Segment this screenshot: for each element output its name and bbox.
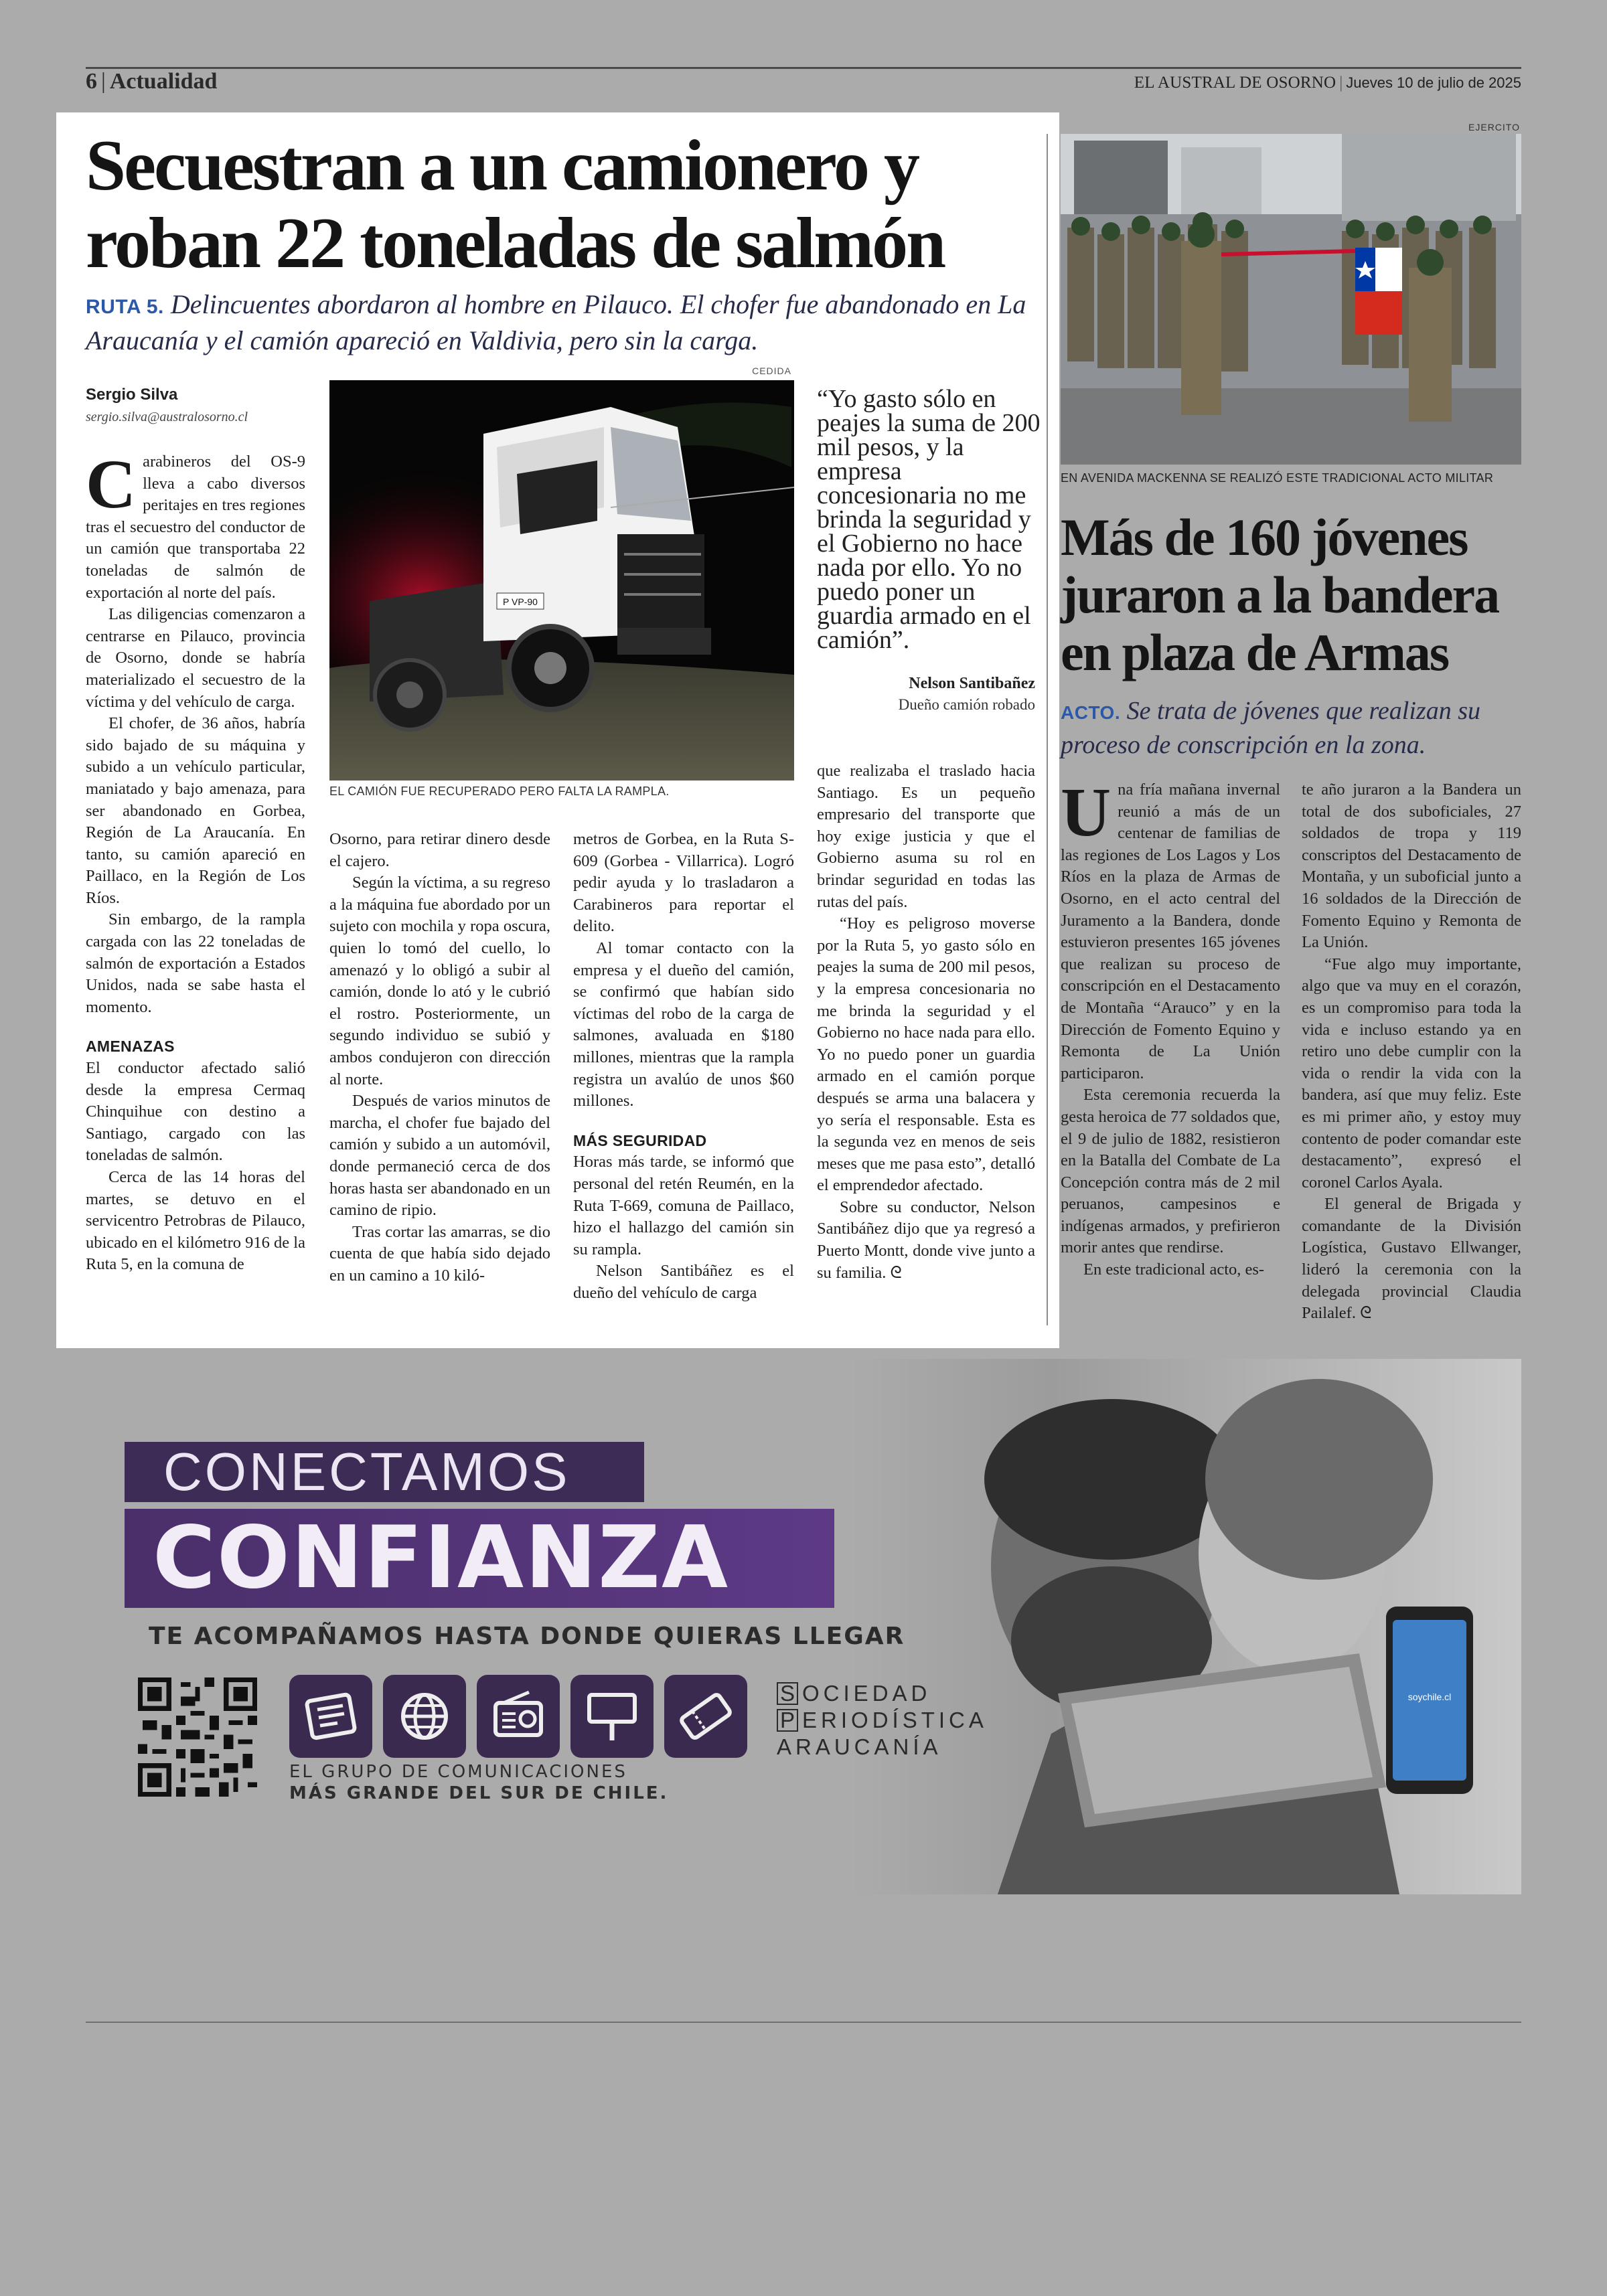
company-word: ERIODÍSTICA bbox=[802, 1708, 988, 1732]
paragraph: Según la víctima, a su regreso a la máquina fue abordado por un sujeto con mochila y ropa oscura, quien lo tomó del cuello, lo amenazó y lo obligó a subir al camión, donde lo ató y le cubrió el rostro. Posteriormente, un segundo individuo se subió y ambos condujeron con dirección al norte. bbox=[329, 874, 550, 1088]
paragraph: El chofer, de 36 años, habría sido bajado de su máquina y subido a un vehículo particular, maniatado y bajo amenaza, para ser abandonado en Gorbea, Región de La Araucanía. En tanto, su camión apareció en Paillaco, en la Región de Los Ríos. bbox=[86, 714, 305, 907]
author-email[interactable]: sergio.silva@australosorno.cl bbox=[86, 410, 248, 424]
qr-code-icon[interactable] bbox=[138, 1677, 257, 1797]
paragraph: Esta ceremonia recuerda la gesta heroica de 77 soldados que, el 9 de julio de 1882, resistieron en la Batalla del Combate de La Concepción contra más de 2 mil peruanos, campesinos e indígenas armados, y prefirieron morir antes que rendirse. bbox=[1061, 1086, 1280, 1257]
paragraph: Las diligencias comenzaron a centrarse en Pilauco, provincia de Osorno, donde se habría materializado el secuestro de la víctima y del vehículo de carga. bbox=[86, 605, 305, 711]
paragraph: “Fue algo muy importante, algo que va muy en el corazón, es un compromiso para toda la vida e incluso estando ya en retiro uno debe cumplir con la vida o rendir la vida con la bandera, así que muy feliz. Este es mi primer año, y estoy muy contento de poder comandar este destacamento”, expresó el coronel Carlos Ayala. bbox=[1302, 955, 1521, 1192]
main-deck-text: Delincuentes abordaron al hombre en Pilauco. El chofer fue abandonado en La Araucanía y el camión apareció en Valdivia, pero sin la carga. bbox=[86, 289, 1026, 355]
paragraph: “Hoy es peligroso moverse por la Ruta 5, yo gasto sólo en peajes la suma de 200 mil pesos, y la empresa concesionaria no me brinda la seguridad y el Gobierno no hace nada para ello. Yo no puedo poner un guardia armado en el camión porque después se arma una balacera y yo sería el responsable. Esta es la segunda vez en menos de seis meses que me pasa esto”, detalló el emprendedor afectado. bbox=[817, 914, 1035, 1195]
end-mark-icon: ᘓ bbox=[890, 1263, 902, 1282]
paragraph: Después de varios minutos de marcha, el chofer fue bajado del camión y subido a un automóvil, donde permaneció cerca de dos horas hasta ser abandonado en un camino de ripio. bbox=[329, 1092, 550, 1220]
page-number: 6 bbox=[86, 69, 97, 94]
side-photo-credit: EJERCITO bbox=[1468, 122, 1520, 133]
company-word: OCIEDAD bbox=[802, 1681, 931, 1706]
truck-photo bbox=[329, 380, 794, 781]
paragraph: Sobre su conductor, Nelson Santibáñez dijo que ya regresó a Puerto Montt, donde vive junto a su familia. bbox=[817, 1198, 1035, 1282]
paragraph: que realizaba el traslado hacia Santiago. Es un pequeño empresario del transporte que hoy exige justicia y que el Gobierno asuma su rol en brindar seguridad en todas las rutas del país. bbox=[817, 762, 1035, 911]
radio-icon[interactable] bbox=[477, 1675, 560, 1758]
paragraph: El general de Brigada y comandante de la División Logística, Gustavo Ellwanger, lideró la ceremonia con la delegada provincial Claudia Pailalef. bbox=[1302, 1195, 1521, 1323]
paragraph: te año juraron a la Bandera un total de dos suboficiales, 27 soldados de tropa y 119 conscriptos del Destacamento de Montaña, y un suboficial junto a 16 soldados de la Dirección de Fomento Equino y Remonta de La Unión. bbox=[1302, 781, 1521, 952]
paragraph: arabineros del OS-9 lleva a cabo diversos peritajes en tres regiones tras el secuestro del conductor de un camión que transportaba 22 toneladas de salmón de exportación al norte del país. bbox=[86, 453, 305, 602]
end-mark-icon: ᘓ bbox=[1360, 1304, 1372, 1323]
publication-name: EL AUSTRAL DE OSORNO bbox=[1134, 74, 1336, 92]
paragraph: metros de Gorbea, en la Ruta S-609 (Gorbea - Villarrica). Logró pedir ayuda y lo trasladaron a Carabineros para reportar el delito. bbox=[573, 830, 794, 936]
paragraph: Cerca de las 14 horas del martes, se detuvo en el servicentro Petrobras de Pilauco, ubicado en el kilómetro 916 de la Ruta 5, en la comuna de bbox=[86, 1168, 305, 1274]
paragraph: Horas más tarde, se informó que personal del retén Reumén, en la Ruta T-669, comuna de Paillaco, hizo el hallazgo del camión sin su rampla. bbox=[573, 1153, 794, 1258]
company-name-line: S OCIEDAD bbox=[777, 1680, 988, 1707]
paragraph: Osorno, para retirar dinero desde el cajero. bbox=[329, 830, 550, 870]
paragraph: Tras cortar las amarras, se dio cuenta de que había sido dejado en un camino a 10 kiló- bbox=[329, 1222, 550, 1285]
subheading: AMENAZAS bbox=[86, 1038, 175, 1056]
ceremony-photo bbox=[1061, 134, 1521, 465]
ad-line2: CONFIANZA bbox=[153, 1508, 729, 1608]
dropcap: C bbox=[86, 446, 137, 523]
ad-group-line1: EL GRUPO DE COMUNICACIONES bbox=[289, 1762, 627, 1782]
subheading: MÁS SEGURIDAD bbox=[573, 1131, 707, 1149]
side-column-2 bbox=[1302, 779, 1521, 1325]
side-photo-caption: EN AVENIDA MACKENNA SE REALIZÓ ESTE TRADICIONAL ACTO MILITAR bbox=[1061, 471, 1494, 485]
pull-quote-role: Dueño camión robado bbox=[898, 696, 1035, 713]
paragraph: El conductor afectado salió desde la empresa Cermaq Chinquihue con destino a Santiago, cargado con las toneladas de salmón. bbox=[86, 1059, 305, 1165]
newspaper-icon[interactable] bbox=[289, 1675, 372, 1758]
side-deck-text: Se trata de jóvenes que realizan su proceso de conscripción en la zona. bbox=[1061, 697, 1480, 759]
main-column-2 bbox=[329, 829, 550, 1287]
paragraph: na fría mañana invernal reunió a más de un centenar de familias de las regiones de Los Lagos y Los Ríos en la plaza de Armas de Osorno, en el acto central del Juramento a la Bandera, donde estuvieron presentes 165 jóvenes que realizan su proceso de conscripción en el Destacamento de Montaña “Arauco” y en la Dirección de Fomento Equino y Remonta de La Unión participaron. bbox=[1061, 781, 1280, 1082]
header-rule bbox=[86, 67, 1521, 69]
truck-plate: P VP-90 bbox=[503, 596, 538, 607]
main-kicker: RUTA 5. bbox=[86, 296, 164, 318]
main-deck bbox=[86, 288, 1037, 357]
paragraph: Nelson Santibáñez es el dueño del vehículo de carga bbox=[573, 1262, 794, 1302]
phone-screen-text: soychile.cl bbox=[1407, 1692, 1452, 1702]
ad-group-line2: MÁS GRANDE DEL SUR DE CHILE. bbox=[289, 1783, 669, 1803]
company-name bbox=[777, 1680, 988, 1760]
company-word: ARAUCANÍA bbox=[777, 1734, 942, 1759]
paragraph: Sin embargo, de la rampla cargada con las 22 toneladas de salmón de exportación a Estados Unidos, nada se sabe hasta el momento. bbox=[86, 910, 305, 1016]
billboard-icon[interactable] bbox=[570, 1675, 654, 1758]
main-column-4 bbox=[817, 760, 1035, 1284]
author-name: Sergio Silva bbox=[86, 386, 178, 404]
photo-caption: EL CAMIÓN FUE RECUPERADO PERO FALTA LA RAMPLA. bbox=[329, 785, 670, 798]
side-kicker: ACTO. bbox=[1061, 702, 1121, 723]
main-headline: Secuestran a un camionero y roban 22 toneladas de salmón bbox=[86, 126, 945, 283]
ticket-icon[interactable] bbox=[664, 1675, 747, 1758]
paragraph: En este tradicional acto, es- bbox=[1083, 1260, 1265, 1279]
dropcap: U bbox=[1061, 774, 1112, 851]
side-headline: Más de 160 jóvenes juraron a la bandera en plaza de Armas bbox=[1061, 508, 1499, 681]
pull-quote-name: Nelson Santibañez bbox=[909, 675, 1035, 692]
issue-date: Jueves 10 de julio de 2025 bbox=[1346, 74, 1521, 91]
side-deck bbox=[1061, 695, 1521, 761]
main-column-1 bbox=[86, 446, 305, 1276]
main-column-3 bbox=[573, 829, 794, 1304]
page-label: 6 | Actualidad bbox=[86, 69, 218, 94]
globe-icon[interactable] bbox=[383, 1675, 466, 1758]
paragraph: Al tomar contacto con la empresa y el dueño del camión, se confirmó que habían sido víctimas del robo de la carga de salmones, avaluada en $180 millones, mientras que la rampla registra un avalúo de unos $60 millones. bbox=[573, 938, 794, 1111]
company-name-line bbox=[777, 1734, 988, 1760]
company-name-line: P ERIODÍSTICA bbox=[777, 1707, 988, 1734]
side-column-1 bbox=[1061, 774, 1280, 1281]
column-divider bbox=[1047, 134, 1048, 1325]
footer-rule bbox=[86, 2022, 1521, 2023]
ad-line1: CONECTAMOS bbox=[163, 1442, 570, 1501]
masthead-info: EL AUSTRAL DE OSORNO | Jueves 10 de julio de 2025 bbox=[1134, 74, 1521, 92]
ad-photo-family bbox=[850, 1359, 1521, 1894]
photo-credit: CEDIDA bbox=[752, 365, 791, 376]
pull-quote: “Yo gasto sólo en peajes la suma de 200 mil pesos, y la empresa concesionaria no me brinda la seguridad y el Gobierno no hace nada por ello. Yo no puedo poner un guardia armado en el camión”. bbox=[817, 385, 1041, 654]
section-name: Actualidad bbox=[109, 69, 218, 94]
ad-tagline: TE ACOMPAÑAMOS HASTA DONDE QUIERAS LLEGAR bbox=[149, 1623, 905, 1650]
